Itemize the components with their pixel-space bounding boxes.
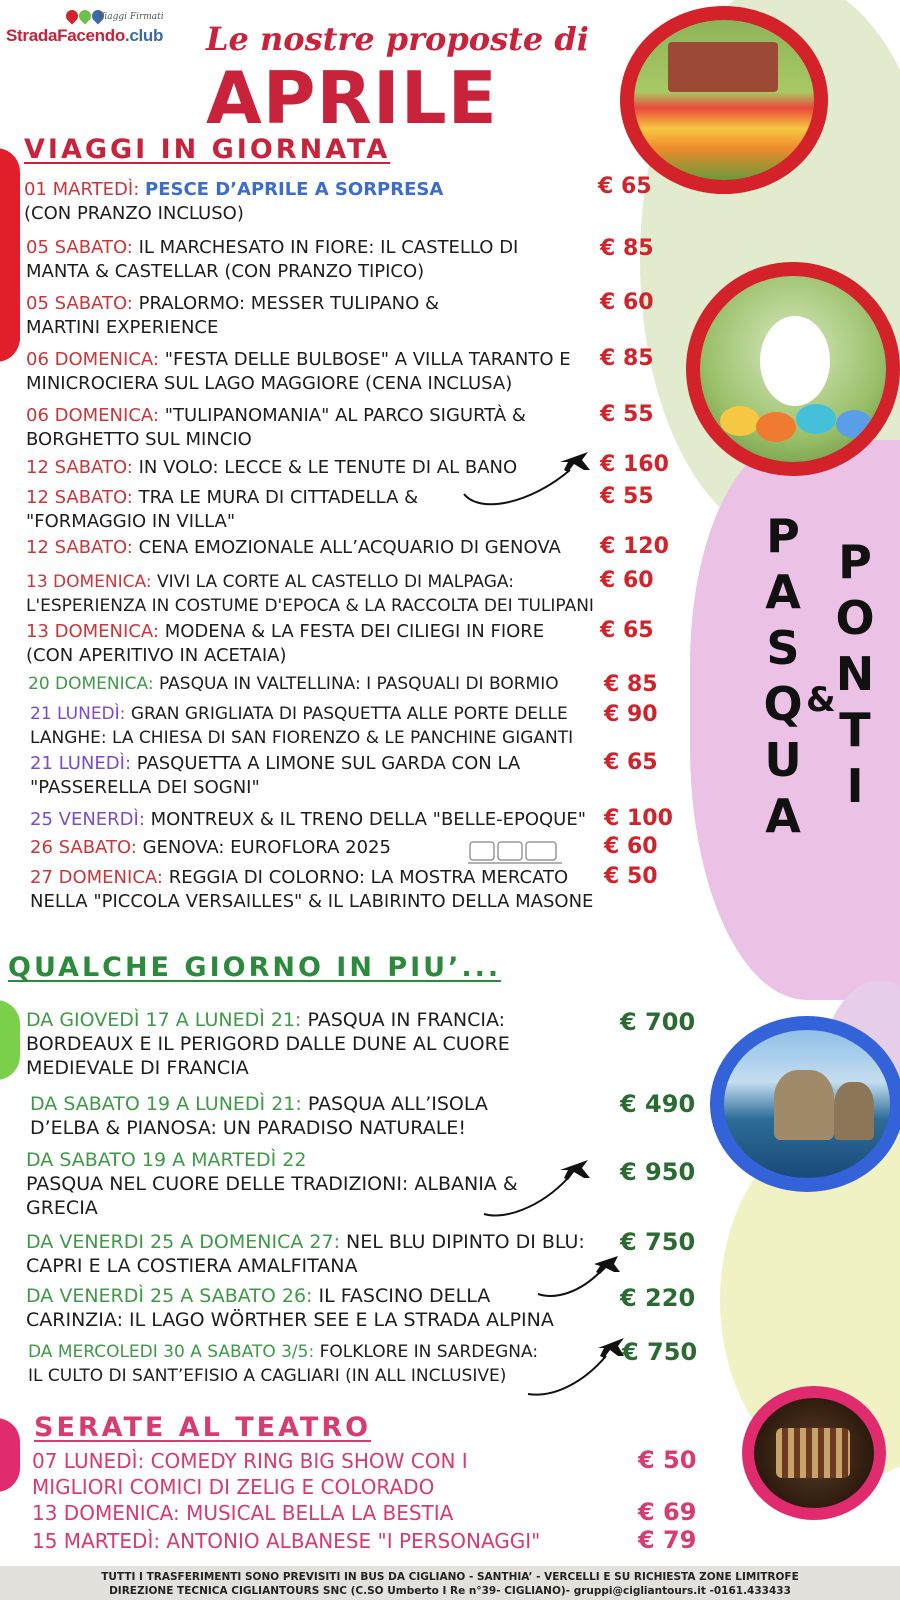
price: € 85 <box>604 672 658 697</box>
list-item: 25 VENERDÌ: MONTREUX & IL TRENO DELLA "BELLE-EPOQUE" <box>30 809 586 830</box>
section-title-multi-day: QUALCHE GIORNO IN PIU’... <box>8 952 502 983</box>
decor-pink-tab <box>0 1418 20 1492</box>
list-item: 12 SABATO: IN VOLO: LECCE & LE TENUTE DI AL BANO <box>26 457 518 478</box>
price: € 50 <box>638 1446 697 1474</box>
theatre-photo <box>742 1386 886 1520</box>
brand-logo <box>6 8 166 48</box>
egg-shape <box>720 406 760 436</box>
section-title-day-trips: VIAGGI IN GIORNATA <box>24 134 391 165</box>
price: € 55 <box>600 484 654 509</box>
train-icon <box>468 836 564 866</box>
price: € 90 <box>604 702 658 727</box>
list-item: 13 DOMENICA: MODENA & LA FESTA DEI CILIEGI IN FIORE (CON APERITIVO IN ACETAIA) <box>26 621 545 666</box>
list-item: 21 LUNEDÌ: GRAN GRIGLIATA DI PASQUETTA ALLE PORTE DELLE LANGHE: LA CHIESA DI SAN FIORENZO & LE PANCHINE GIGANTI <box>30 704 574 748</box>
list-item: DA MERCOLEDI 30 A SABATO 3/5: FOLKLORE IN SARDEGNA: IL CULTO DI SANT’EFISIO A CAGLIARI (IN ALL INCLUSIVE) <box>28 1342 539 1386</box>
list-item: 12 SABATO: TRA LE MURA DI CITTADELLA & "FORMAGGIO IN VILLA" <box>26 487 419 532</box>
price: € 55 <box>600 402 654 427</box>
price: € 60 <box>600 568 654 593</box>
side-ampersand: & <box>806 680 836 720</box>
price: € 60 <box>600 290 654 315</box>
airplane-icon <box>480 1158 590 1220</box>
list-item: 07 LUNEDÌ: COMEDY RING BIG SHOW CON I MIGLIORI COMICI DI ZELIG E COLORADO <box>32 1449 468 1499</box>
price: € 69 <box>638 1498 697 1526</box>
list-item: DA VENERDÌ 25 A SABATO 26: IL FASCINO DELLA CARINZIA: IL LAGO WÖRTHER SEE E LA STRADA ALPINA <box>26 1285 554 1331</box>
side-word-ponti: P O N T I <box>835 535 875 813</box>
price: € 85 <box>600 236 654 261</box>
footer-line-1: TUTTI I TRASFERIMENTI SONO PREVISITI IN BUS DA CIGLIANO - SANTHIA’ - VERCELLI E SU RICHIESTA ZONE LIMITROFE <box>101 1571 799 1583</box>
price: € 100 <box>604 806 673 831</box>
decor-red-tab <box>0 148 20 362</box>
airplane-icon <box>524 1336 624 1398</box>
list-item: 01 MARTEDÌ: PESCE D’APRILE A SORPRESA (CON PRANZO INCLUSO) <box>24 179 444 224</box>
theatre-boxes-shape <box>776 1428 850 1478</box>
rock-shape <box>834 1082 874 1140</box>
list-item: 06 DOMENICA: "FESTA DELLE BULBOSE" A VILLA TARANTO E MINICROCIERA SUL LAGO MAGGIORE (CENA INCLUSA) <box>26 349 571 394</box>
price: € 50 <box>604 864 658 889</box>
bunny-shape <box>760 316 830 406</box>
price: € 85 <box>600 346 654 371</box>
list-item: 06 DOMENICA: "TULIPANOMANIA" AL PARCO SIGURTÀ & BORGHETTO SUL MINCIO <box>26 405 526 450</box>
rock-shape <box>774 1070 834 1140</box>
brand-name: StradaFacendo.club <box>6 26 164 45</box>
price: € 220 <box>620 1284 696 1312</box>
egg-shape <box>796 404 836 434</box>
decor-green-tab <box>0 1000 20 1080</box>
footer <box>0 1566 900 1600</box>
price: € 700 <box>620 1008 696 1036</box>
section-title-theatre: SERATE AL TEATRO <box>34 1412 372 1443</box>
list-item: 26 SABATO: GENOVA: EUROFLORA 2025 <box>30 837 391 858</box>
egg-shape <box>756 412 796 442</box>
price: € 65 <box>598 174 652 199</box>
brand-subtitle: Viaggi Firmati <box>98 12 164 22</box>
price: € 950 <box>620 1158 696 1186</box>
egg-shape <box>836 410 872 438</box>
easter-bunny-photo <box>686 262 900 476</box>
list-item: DA SABATO 19 A LUNEDÌ 21: PASQUA ALL’ISOLA D’ELBA & PIANOSA: UN PARADISO NATURALE! <box>30 1093 488 1139</box>
list-item: 20 DOMENICA: PASQUA IN VALTELLINA: I PASQUALI DI BORMIO <box>28 674 559 694</box>
price: € 160 <box>600 452 669 477</box>
price: € 60 <box>604 834 658 859</box>
list-item: 27 DOMENICA: REGGIA DI COLORNO: LA MOSTRA MERCATO NELLA "PICCOLA VERSAILLES" & IL LABIRINTO DELLA MASONE <box>30 867 594 912</box>
price: € 65 <box>600 618 654 643</box>
list-item: 12 SABATO: CENA EMOZIONALE ALL’ACQUARIO DI GENOVA <box>26 537 561 558</box>
price: € 490 <box>620 1090 696 1118</box>
tulip-garden-photo <box>620 6 828 194</box>
footer-line-2: DIREZIONE TECNICA CIGLIANTOURS SNC (C.SO Umberto I Re n°39- CIGLIANO)- gruppi@cigliantours.it -0161.433433 <box>109 1585 791 1597</box>
price: € 750 <box>622 1338 698 1366</box>
side-word-pasqua: P A S Q U A <box>763 509 803 843</box>
list-item: 21 LUNEDÌ: PASQUETTA A LIMONE SUL GARDA CON LA "PASSERELLA DEI SOGNI" <box>30 753 521 798</box>
price: € 120 <box>600 534 669 559</box>
castle-shape <box>668 42 778 92</box>
list-item: DA SABATO 19 A MARTEDÌ 22 PASQUA NEL CUORE DELLE TRADIZIONI: ALBANIA & GRECIA <box>26 1149 518 1219</box>
list-item: 05 SABATO: IL MARCHESATO IN FIORE: IL CASTELLO DI MANTA & CASTELLAR (CON PRANZO TIPICO) <box>26 237 519 282</box>
price: € 79 <box>638 1526 697 1554</box>
list-item: 13 DOMENICA: VIVI LA CORTE AL CASTELLO DI MALPAGA: L'ESPERIENZA IN COSTUME D'EPOCA & LA RACCOLTA DEI TULIPANI <box>26 572 594 616</box>
price: € 65 <box>604 750 658 775</box>
list-item: 05 SABATO: PRALORMO: MESSER TULIPANO & MARTINI EXPERIENCE <box>26 293 440 338</box>
list-item: DA GIOVEDÌ 17 A LUNEDÌ 21: PASQUA IN FRANCIA: BORDEAUX E IL PERIGORD DALLE DUNE AL CUORE MEDIEVALE DI FRANCIA <box>26 1009 510 1079</box>
capri-sea-photo <box>710 1016 900 1192</box>
list-item: 15 MARTEDÌ: ANTONIO ALBANESE "I PERSONAGGI" <box>32 1529 541 1553</box>
list-item: 13 DOMENICA: MUSICAL BELLA LA BESTIA <box>32 1501 454 1525</box>
list-item: DA VENERDI 25 A DOMENICA 27: NEL BLU DIPINTO DI BLU: CAPRI E LA COSTIERA AMALFITANA <box>26 1231 585 1277</box>
page-subtitle: Le nostre proposte di <box>206 20 589 58</box>
price: € 750 <box>620 1228 696 1256</box>
airplane-icon <box>460 448 590 514</box>
page-title: APRILE <box>206 56 498 140</box>
